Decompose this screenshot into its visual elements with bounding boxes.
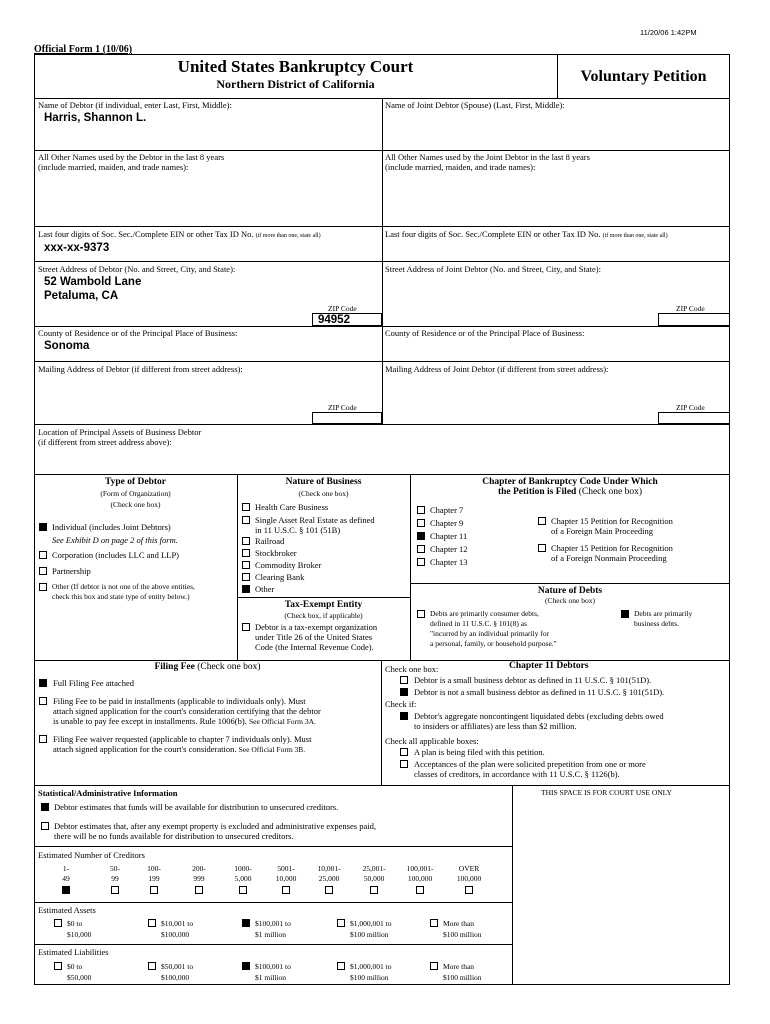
small-business-label: Debtor is a small business debtor as defined in 11 U.S.C. § 101(51D). (414, 675, 652, 685)
creditor-range-bottom: 25,000 (318, 874, 340, 883)
creditor-range-checkbox[interactable] (370, 886, 378, 894)
asset-range-top: More than (443, 919, 475, 928)
creditor-range-bottom: 100,000 (456, 874, 482, 883)
statistical-title: Statistical/Administrative Information (38, 788, 178, 798)
stockbroker-checkbox[interactable] (242, 549, 250, 557)
asset-range-bottom: $100 million (443, 930, 482, 939)
acceptances-checkbox[interactable] (400, 760, 408, 768)
debtor-zip-label: ZIP Code (328, 304, 357, 313)
petition-title: Voluntary Petition (580, 68, 707, 85)
commodity-broker-label: Commodity Broker (255, 560, 322, 570)
debtor-mailing-label: Mailing Address of Debtor (if different from street address): (38, 364, 243, 374)
joint-street-label: Street Address of Joint Debtor (No. and Street, City, and State): (385, 264, 601, 274)
chapter-15-nonmain-label: Chapter 15 Petition for Recognition of a Foreign Nonmain Proceeding (551, 543, 673, 563)
asset-range-bottom: $100,000 (161, 930, 190, 939)
waiver-checkbox[interactable] (39, 735, 47, 743)
debtor-ssn: xxx-xx-9373 (44, 242, 110, 254)
creditor-range-top: OVER (458, 864, 480, 873)
check-all-label: Check all applicable boxes: (385, 736, 479, 746)
chapter-11-checkbox[interactable] (417, 532, 425, 540)
health-care-label: Health Care Business (255, 502, 329, 512)
creditor-range-top: 25,001- (362, 864, 386, 873)
creditor-range-bottom: 5,000 (234, 874, 252, 883)
waiver-label: Filing Fee waiver requested (applicable to chapter 7 individuals only). Must attach signed application for the court's consideration. See Official Form 3B. (53, 734, 312, 754)
nature-of-debts-header: Nature of Debts (Check one box) (537, 586, 603, 605)
asset-checkbox[interactable] (430, 919, 438, 927)
other-business-label: Other (255, 584, 275, 594)
joint-ssn-label: Last four digits of Soc. Sec./Complete EIN or other Tax ID No. (if more than one, state all) (385, 229, 668, 239)
creditors-label: Estimated Number of Creditors (38, 850, 145, 860)
liability-range-top: $50,001 to (161, 962, 194, 971)
asset-range-top: $10,001 to (161, 919, 194, 928)
asset-range-bottom: $1 million (255, 930, 287, 939)
liability-range-top: $0 to (67, 962, 83, 971)
creditor-range-checkbox[interactable] (195, 886, 203, 894)
joint-mailing-label: Mailing Address of Joint Debtor (if different from street address): (385, 364, 609, 374)
other-entity-checkbox[interactable] (39, 583, 47, 591)
chapter-9-checkbox[interactable] (417, 519, 425, 527)
debtor-street-label: Street Address of Debtor (No. and Street, City, and State): (38, 264, 236, 274)
funds-available-checkbox[interactable] (41, 803, 49, 811)
creditor-range-checkbox[interactable] (416, 886, 424, 894)
installments-label: Filing Fee to be paid in installments (applicable to individuals only). Must attach signed application for the court's consideration certifying that the debtor is unable to pay fee except in installments. Rule 1006(b). See Official Form 3A. (53, 696, 321, 726)
creditor-range-checkbox[interactable] (62, 886, 70, 894)
creditor-range-bottom: 199 (148, 874, 160, 883)
liability-checkbox[interactable] (242, 962, 250, 970)
liability-range-bottom: $100 million (350, 973, 389, 982)
asset-range-bottom: $100 million (350, 930, 389, 939)
court-use-label: THIS SPACE IS FOR COURT USE ONLY (541, 788, 672, 797)
consumer-debts-checkbox[interactable] (417, 610, 425, 618)
health-care-checkbox[interactable] (242, 503, 250, 511)
creditor-range-checkbox[interactable] (465, 886, 473, 894)
tax-exempt-text: Debtor is a tax-exempt organization under Title 26 of the United States Code (the Internal Revenue Code). (255, 622, 378, 652)
railroad-checkbox[interactable] (242, 537, 250, 545)
joint-name-label: Name of Joint Debtor (Spouse) (Last, First, Middle): (385, 100, 565, 110)
chapter-15-main-checkbox[interactable] (538, 517, 546, 525)
debtor-name: Harris, Shannon L. (44, 112, 147, 124)
chapter-header: Chapter of Bankruptcy Code Under Which the Petition is Filed (Check one box) (482, 477, 658, 497)
debtor-ssn-label: Last four digits of Soc. Sec./Complete EIN or other Tax ID No. (if more than one, state all) (38, 229, 321, 239)
creditor-range-bottom: 50,000 (363, 874, 385, 883)
plan-filed-label: A plan is being filed with this petition. (414, 747, 545, 757)
chapter-11-label: Chapter 11 (430, 531, 468, 541)
creditor-range-checkbox[interactable] (325, 886, 333, 894)
nature-of-business-header: Nature of Business (Check one box) (285, 477, 362, 498)
creditor-range-checkbox[interactable] (150, 886, 158, 894)
liabilities-label: Estimated Liabilities (38, 947, 109, 957)
consumer-debts-label: Debts are primarily consumer debts, defined in 11 U.S.C. § 101(8) as "incurred by an individual primarily for a personal, family, or household purpose." (430, 609, 557, 648)
check-if-label: Check if: (385, 699, 417, 709)
chapter-9-label: Chapter 9 (430, 518, 464, 528)
railroad-label: Railroad (255, 536, 285, 546)
chapter-12-label: Chapter 12 (430, 544, 468, 554)
creditor-range-checkbox[interactable] (282, 886, 290, 894)
creditor-range-checkbox[interactable] (239, 886, 247, 894)
single-asset-label: Single Asset Real Estate as defined in 11 U.S.C. § 101 (51B) (255, 515, 375, 535)
chapter-15-nonmain-checkbox[interactable] (538, 544, 546, 552)
liability-range-bottom: $1 million (255, 973, 287, 982)
liability-checkbox[interactable] (430, 962, 438, 970)
location-label: Location of Principal Assets of Business Debtor (if different from street address above): (38, 427, 202, 447)
joint-zip-box (658, 313, 730, 326)
joint-mailing-zip-label: ZIP Code (676, 403, 705, 412)
chapter-13-checkbox[interactable] (417, 558, 425, 566)
creditor-range-bottom: 10,000 (275, 874, 297, 883)
not-small-business-label: Debtor is not a small business debtor as defined in 11 U.S.C. § 101(51D). (414, 687, 665, 697)
creditor-range-bottom: 999 (193, 874, 205, 883)
funds-available-label: Debtor estimates that funds will be available for distribution to unsecured creditors. (54, 802, 339, 812)
chapter-12-checkbox[interactable] (417, 545, 425, 553)
form-id: Official Form 1 (10/06) (34, 44, 133, 55)
liability-checkbox[interactable] (54, 962, 62, 970)
liability-range-bottom: $100,000 (161, 973, 190, 982)
corporation-label: Corporation (includes LLC and LLP) (52, 550, 180, 560)
joint-other-names-label: All Other Names used by the Joint Debtor in the last 8 years (include married, maiden, and trade names): (385, 152, 590, 172)
liability-range-bottom: $50,000 (67, 973, 92, 982)
type-of-debtor-header: Type of Debtor (Form of Organization) (Check one box) (100, 477, 171, 509)
other-business-checkbox[interactable] (242, 585, 250, 593)
individual-label: Individual (includes Joint Debtors) (52, 522, 171, 532)
creditor-range-top: 100- (147, 864, 161, 873)
liability-range-top: More than (443, 962, 475, 971)
joint-county-label: County of Residence or of the Principal Place of Business: (385, 328, 585, 338)
exhibit-d-note: See Exhibit D on page 2 of this form. (52, 535, 178, 545)
aggregate-debts-checkbox[interactable] (400, 712, 408, 720)
creditor-range-checkbox[interactable] (111, 886, 119, 894)
plan-filed-checkbox[interactable] (400, 748, 408, 756)
no-funds-label: Debtor estimates that, after any exempt property is excluded and administrative expenses paid, there will be no funds available for distribution to unsecured creditors. (54, 821, 376, 841)
creditor-range-bottom: 99 (111, 874, 119, 883)
acceptances-label: Acceptances of the plan were solicited prepetition from one or more classes of creditors, in accordance with 11 U.S.C. § 1126(b). (414, 759, 646, 779)
asset-checkbox[interactable] (242, 919, 250, 927)
installments-checkbox[interactable] (39, 697, 47, 705)
debtor-street-2: Petaluma, CA (44, 290, 119, 302)
debtor-name-label: Name of Debtor (if individual, enter Last, First, Middle): (38, 100, 232, 110)
debtor-street-1: 52 Wambold Lane (44, 276, 142, 288)
liability-range-top: $1,000,001 to (350, 962, 392, 971)
joint-mailing-zip-box (658, 412, 730, 424)
asset-checkbox[interactable] (148, 919, 156, 927)
liability-range-top: $100,001 to (255, 962, 291, 971)
court-district: Northern District of California (216, 77, 375, 91)
single-asset-checkbox[interactable] (242, 516, 250, 524)
debtor-mailing-zip-label: ZIP Code (328, 403, 357, 412)
debtor-county: Sonoma (44, 340, 90, 352)
debtor-mailing-zip-box (312, 412, 382, 424)
tax-exempt-checkbox[interactable] (242, 623, 250, 631)
corporation-checkbox[interactable] (39, 551, 47, 559)
asset-checkbox[interactable] (337, 919, 345, 927)
asset-range-top: $1,000,001 to (350, 919, 392, 928)
tax-exempt-header: Tax-Exempt Entity (Check box, if applicable) (284, 600, 363, 620)
liability-checkbox[interactable] (337, 962, 345, 970)
asset-checkbox[interactable] (54, 919, 62, 927)
liability-range-bottom: $100 million (443, 973, 482, 982)
creditor-range-top: 1000- (234, 864, 252, 873)
creditor-range-top: 100,001- (406, 864, 434, 873)
chapter-7-label: Chapter 7 (430, 505, 464, 515)
chapter-7-checkbox[interactable] (417, 506, 425, 514)
partnership-checkbox[interactable] (39, 567, 47, 575)
commodity-broker-checkbox[interactable] (242, 561, 250, 569)
creditor-range-bottom: 100,000 (407, 874, 433, 883)
chapter-15-main-label: Chapter 15 Petition for Recognition of a Foreign Main Proceeding (551, 516, 673, 536)
creditor-range-top: 50- (110, 864, 120, 873)
no-funds-checkbox[interactable] (41, 822, 49, 830)
timestamp: 11/20/06 1:42PM (640, 28, 697, 37)
check-one-box-label: Check one box: (385, 664, 439, 674)
filing-fee-header: Filing Fee (Check one box) (154, 662, 261, 672)
individual-checkbox[interactable] (39, 523, 47, 531)
liability-checkbox[interactable] (148, 962, 156, 970)
creditor-range-top: 200- (192, 864, 206, 873)
clearing-bank-checkbox[interactable] (242, 573, 250, 581)
court-title: United States Bankruptcy Court (177, 57, 414, 76)
asset-range-bottom: $10,000 (67, 930, 92, 939)
debtor-county-label: County of Residence or of the Principal Place of Business: (38, 328, 238, 338)
debtor-other-names-label: All Other Names used by the Debtor in the last 8 years (include married, maiden, and trade names): (38, 152, 225, 172)
joint-zip-label: ZIP Code (676, 304, 705, 313)
partnership-label: Partnership (52, 566, 91, 576)
creditor-range-bottom: 49 (62, 874, 70, 883)
chapter-11-debtors-title: Chapter 11 Debtors (509, 661, 589, 671)
business-debts-label: Debts are primarily business debts. (634, 609, 693, 628)
creditor-range-top: 10,001- (317, 864, 341, 873)
creditor-range-top: 1- (62, 864, 70, 873)
small-business-checkbox[interactable] (400, 676, 408, 684)
assets-label: Estimated Assets (38, 905, 96, 915)
chapter-13-label: Chapter 13 (430, 557, 468, 567)
debtor-zip: 94952 (318, 314, 350, 326)
creditor-range-top: 5001- (277, 864, 295, 873)
aggregate-debts-label: Debtor's aggregate noncontingent liquidated debts (excluding debts owed to insiders or affiliates) are less than $2 million. (414, 711, 664, 731)
stockbroker-label: Stockbroker (255, 548, 297, 558)
clearing-bank-label: Clearing Bank (255, 572, 305, 582)
full-fee-checkbox[interactable] (39, 679, 47, 687)
not-small-business-checkbox[interactable] (400, 688, 408, 696)
business-debts-checkbox[interactable] (621, 610, 629, 618)
asset-range-top: $0 to (67, 919, 83, 928)
other-entity-label: Other (If debtor is not one of the above entities, check this box and state type of entity below.) (52, 582, 195, 601)
asset-range-top: $100,001 to (255, 919, 291, 928)
full-fee-label: Full Filing Fee attached (53, 678, 134, 688)
